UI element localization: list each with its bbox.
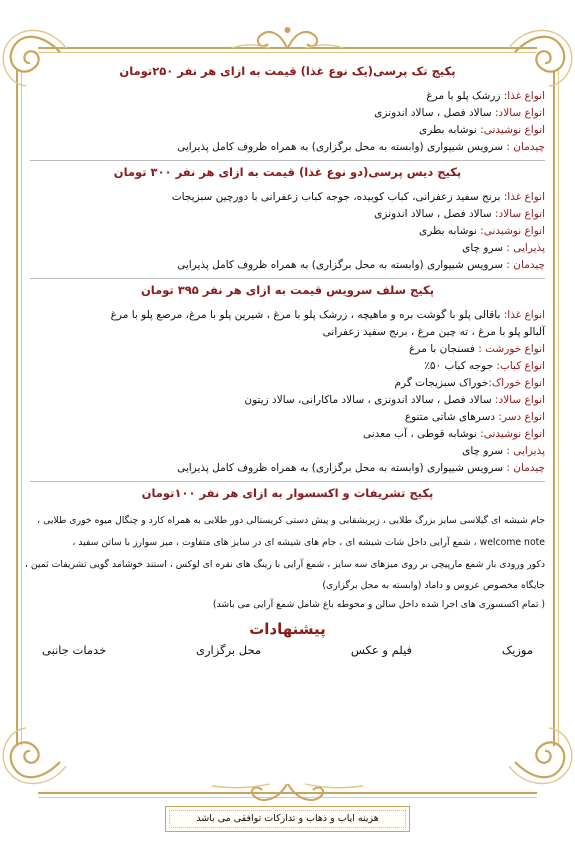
row-value: جوجه کباب ۵۰٪ [424,360,497,372]
package-row [30,139,545,156]
package-row [30,460,545,477]
row-value: برنج سفید زعفرانی، کباب کوبیده، جوجه کباب زعفرانی با دورچین سبزیجات [171,191,504,203]
decor-line: جایگاه مخصوص عروس و داماد (وابسته به محل برگزاری) [322,580,545,591]
row-value: سرو چای [462,242,507,254]
package-row [30,206,545,223]
suggestion-item: محل برگزاری [196,643,262,657]
package-row [30,257,545,274]
package-row [30,341,545,358]
decor-line: جام شیشه ای گیلاسی سایز بزرگ طلایی ، زیربشقابی و پیش دستی کریستالی دور طلایی به همراه کارد و چنگال میوه خوری طلایی ، [37,515,545,526]
row-value: نوشابه قوطی ، آب معدنی [362,428,481,440]
decor-line: دکور ورودی بار شمع مارپیچی بر روی میزهای سه سایز ، شمع آرایی با رینگ های نقره ای لوکس ، استند خوشامد گویی تشریفات ثمین ، [24,559,545,570]
row-label: انواع نوشیدنی: [480,124,545,136]
row-value: آلبالو پلو با مرغ ، ته چین مرغ ، برنج سفید زعفرانی [322,326,545,338]
row-label: انواع نوشیدنی: [480,225,545,237]
row-value: نوشابه بطری [419,225,481,237]
row-value: باقالی پلو با گوشت بره و ماهیچه ، زرشک پلو با مرغ ، شیرین پلو با مرغ، مرصع پلو با مرغ [110,309,504,321]
row-label: پذیرایی : [506,445,545,457]
divider [30,481,545,482]
row-value: سرویس شیپواری (وابسته به محل برگزاری) به همراه ظروف کامل پذیرایی [177,259,507,271]
frame-left-border [16,70,22,746]
package-title: پکیج دیس پرسی(دو نوع غذا) قیمت به ازای هر نفر ۳۰۰ تومان [113,165,462,179]
decor-line: ( تمام اکسسوری های اجرا شده داخل سالن و محوطه باغ شامل شمع آرایی می باشد) [212,599,545,610]
footer-note [165,806,410,832]
ornament-corner-icon [0,722,70,792]
package-row [30,426,545,443]
package-row [30,375,545,392]
package-row [30,105,545,122]
package-row [30,307,545,324]
row-label: انواع غذا: [503,90,545,102]
row-label: انواع نوشیدنی: [480,428,545,440]
row-value: سرویس شیپواری (وابسته به محل برگزاری) به همراه ظروف کامل پذیرایی [177,141,507,153]
row-label: چیدمان : [506,462,545,474]
row-label: انواع غذا: [503,309,545,321]
package-row [30,324,545,341]
ornament-crest-icon [210,780,365,808]
row-value: سرو چای [462,445,507,457]
package-row [30,409,545,426]
row-value: فسنجان با مرغ [409,343,479,355]
divider [30,278,545,279]
suggestion-item: خدمات جانبی [42,643,107,657]
row-value: نوشابه بطری [419,124,481,136]
decor-package-title: پکیج تشریفات و اکسسوار به ازای هر نفر ۱۰۰تومان [141,486,434,500]
package-row [30,358,545,375]
row-label: پذیرایی : [506,242,545,254]
row-value: خوراک سبزیجات گرم [394,377,489,389]
package-row [30,240,545,257]
row-value: دسرهای شاتی متنوع [404,411,499,423]
package-title: پکیج تک پرسی(یک نوع غذا) قیمت به ازای هر نفر ۲۵۰تومان [119,64,456,78]
row-label: انواع سالاد: [495,394,545,406]
row-label: انواع سالاد: [495,107,545,119]
frame-right-border [553,70,559,746]
suggestions-list [30,643,545,657]
package-row [30,223,545,240]
decor-line: welcome note ، شمع آرایی داخل شات شیشه ای ، جام های شیشه ای در سایز های متفاوت ، میز سوارز با ساتن سفید ، [72,537,545,548]
row-label: انواع سالاد: [495,208,545,220]
package-row [30,189,545,206]
package-title: پکیج سلف سرویس قیمت به ازای هر نفر ۳۹۵ تومان [140,283,435,297]
package-row [30,88,545,105]
row-value: سالاد فصل ، سالاد اندونزی ، سالاد ماکارانی، سالاد زیتون [244,394,496,406]
ornament-crest-icon [230,22,345,52]
row-label: انواع خورشت : [478,343,545,355]
footer-note-text: هزینه ایاب و ذهاب و تدارکات توافقی می باشد [196,813,379,824]
suggestions-title: پیشنهادات [249,620,326,638]
row-label: انواع غذا: [503,191,545,203]
row-label: انواع خوراک: [488,377,545,389]
menu-content [24,60,545,657]
suggestion-item: موزیک [501,643,533,657]
row-value: زرشک پلو با مرغ [426,90,504,102]
suggestion-item: فیلم و عکس [350,643,413,657]
row-label: چیدمان : [506,141,545,153]
package-row [30,443,545,460]
row-value: سالاد فصل ، سالاد اندونزی [374,208,496,220]
package-row [30,122,545,139]
row-value: سرویس شیپواری (وابسته به محل برگزاری) به همراه ظروف کامل پذیرایی [177,462,507,474]
row-value: سالاد فصل ، سالاد اندونزی [374,107,496,119]
row-label: چیدمان : [506,259,545,271]
divider [30,160,545,161]
package-row [30,392,545,409]
row-label: انواع کباب: [496,360,545,372]
row-label: انواع دسر: [498,411,545,423]
ornament-corner-icon [505,722,575,792]
